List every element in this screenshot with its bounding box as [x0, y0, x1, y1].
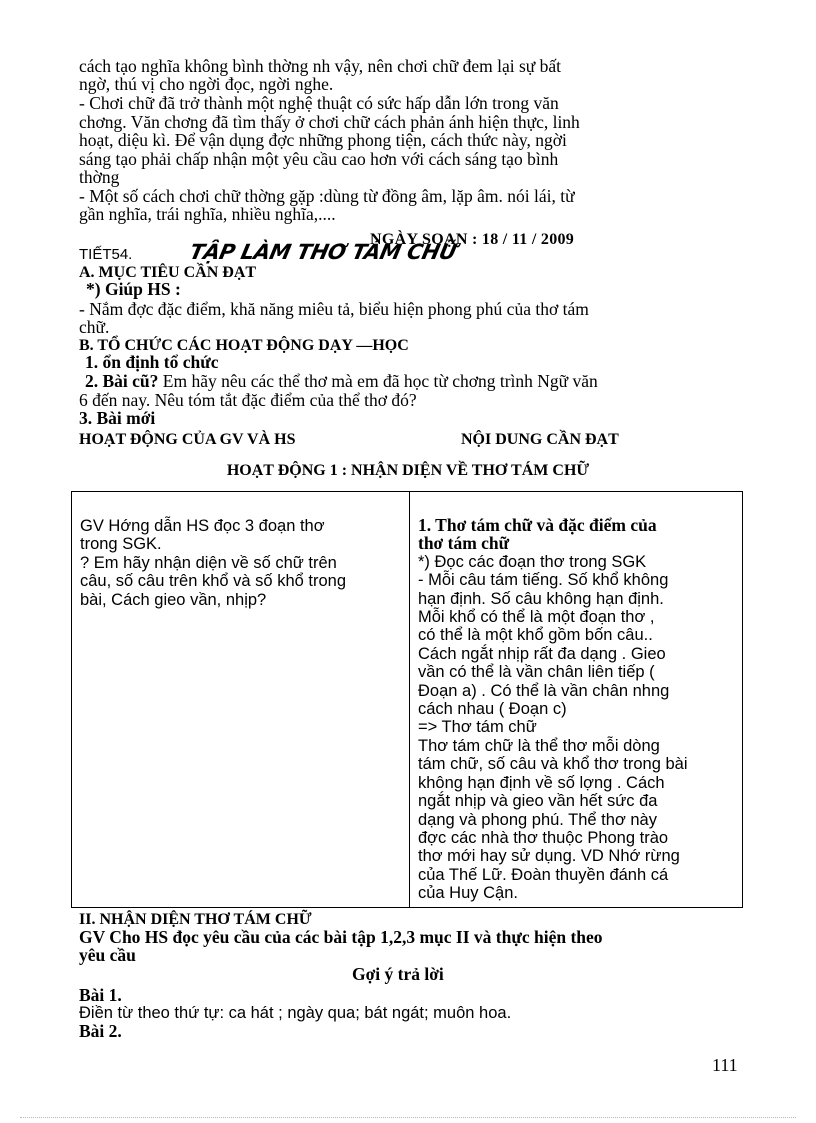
step-2-question: 6 đến nay. Nêu tóm tắt đặc điểm của thể thơ đó?: [79, 390, 417, 410]
lesson-number: TIẾT54.: [79, 246, 133, 263]
section-a-heading: A. MỤC TIÊU CẦN ĐẠT: [79, 264, 257, 281]
table-right-line: của Huy Cận.: [418, 884, 518, 903]
page-number: 111: [712, 1055, 738, 1075]
section-b-heading: B. TỔ CHỨC CÁC HOẠT ĐỘNG DẠY —HỌC: [79, 337, 409, 354]
table-right-line: không hạn định về số lợng . Cách: [418, 773, 665, 792]
table-right-cell: [418, 516, 688, 903]
page-bottom-border: [20, 1117, 796, 1118]
intro-line: gần nghĩa, trái nghĩa, nhiều nghĩa,....: [79, 204, 336, 224]
table-right-line: của Thế Lữ. Đoàn thuyền đánh cá: [418, 865, 669, 884]
table-right-title: 1. Thơ tám chữ và đặc điểm của: [418, 515, 657, 535]
step-2-question: Em hãy nêu các thể thơ mà em đã học từ chơng trình Ngữ văn: [158, 371, 598, 391]
table-right-line: dạng và phong phú. Thể thơ này: [418, 810, 657, 829]
exercise-instruction: yêu cầu: [79, 945, 136, 965]
intro-line: - Một số cách chơi chữ thờng gặp :dùng từ đồng âm, lặp âm. nói lái, từ: [79, 186, 575, 206]
table-right-line: vần có thể là vần chân liên tiếp (: [418, 663, 655, 682]
table-right-line: Đoạn a) . Có thể là vần chân nhng: [418, 681, 670, 700]
intro-line: sáng tạo phải chấp nhận một yêu cầu cao hơn với cách sáng tạo bình: [79, 149, 559, 169]
intro-line: chơng. Văn chơng đã tìm thấy ở chơi chữ cách phản ánh hiện thực, linh: [79, 112, 580, 132]
exercise-2-label: Bài 2.: [79, 1021, 122, 1041]
lesson-title: TẬP LÀM THƠ TÁM CHỮ: [187, 240, 459, 264]
intro-line: ngờ, thú vị cho ngời đọc, ngời nghe.: [79, 74, 334, 94]
table-right-line: cách nhau ( Đoạn c): [418, 700, 567, 719]
step-1: 1. ổn định tổ chức: [85, 352, 219, 372]
table-right-line: => Thơ tám chữ: [418, 718, 537, 737]
exercise-1-answer: Điền từ theo thứ tự: ca hát ; ngày qua; bát ngát; muôn hoa.: [79, 1004, 512, 1022]
step-3: 3. Bài mới: [79, 408, 156, 428]
intro-line: hoạt, diệu kì. Để vận dụng đợc những phong tiện, cách thức này, ngời: [79, 130, 567, 150]
table-right-line: ngắt nhịp và gieo vần hết sức đa: [418, 792, 658, 811]
goal-line: - Nắm đợc đặc điểm, khă năng miêu tả, biểu hiện phong phú của thơ tám: [79, 299, 589, 319]
column-left-heading: HOẠT ĐỘNG CỦA GV VÀ HS: [79, 431, 296, 448]
exercise-1-label: Bài 1.: [79, 985, 122, 1005]
activity-heading: HOẠT ĐỘNG 1 : NHẬN DIỆN VỀ THƠ TÁM CHỮ: [226, 462, 590, 479]
goal-line: chữ.: [79, 317, 110, 337]
table-left-line: câu, số câu trên khổ và số khổ trong: [80, 572, 346, 591]
hint-title: Gợi ý trả lời: [352, 964, 444, 984]
table-divider: [409, 491, 410, 908]
preparation-date: NGÀY SOẠN : 18 / 11 / 2009: [370, 231, 575, 248]
intro-line: - Chơi chữ đã trở thành một nghệ thuật có sức hấp dẫn lớn trong văn: [79, 93, 559, 113]
intro-line: cách tạo nghĩa không bình thờng nh vậy, nên chơi chữ đem lại sự bất: [79, 56, 561, 76]
column-right-heading: NỘI DUNG CẦN ĐẠT: [461, 431, 619, 448]
help-label: *) Giúp HS :: [86, 279, 181, 299]
table-left-line: trong SGK.: [80, 535, 162, 554]
section-ii-heading: II. NHẬN DIỆN THƠ TÁM CHỮ: [79, 911, 312, 928]
step-2: [85, 372, 598, 390]
exercise-instruction: GV Cho HS đọc yêu cầu của các bài tập 1,2,3 mục II và thực hiện theo: [79, 927, 603, 947]
table-right-title: thơ tám chữ: [418, 533, 510, 554]
table-right-line: đợc các nhà thơ thuộc Phong trào: [418, 828, 669, 847]
table-right-line: *) Đọc các đoạn thơ trong SGK: [418, 552, 647, 571]
table-right-line: hạn định. Số câu không hạn định.: [418, 589, 664, 608]
step-2-label: 2. Bài cũ?: [85, 371, 159, 391]
table-right-line: tám chữ, số câu và khổ thơ trong bài: [418, 755, 688, 774]
table-right-line: có thể là một khổ gồm bốn câu..: [418, 626, 653, 645]
table-right-line: thơ mới hay sử dụng. VD Nhớ rừng: [418, 847, 680, 866]
table-right-line: Thơ tám chữ là thể thơ mỗi dòng: [418, 736, 660, 755]
table-left-line: ? Em hãy nhận diện về số chữ trên: [80, 553, 337, 572]
table-right-line: Cách ngắt nhịp rất đa dạng . Gieo: [418, 644, 666, 663]
table-right-line: Mỗi khổ có thể là một đoạn thơ ,: [418, 608, 655, 627]
table-left-line: bài, Cách gieo vần, nhịp?: [80, 590, 267, 609]
table-left-line: GV Hớng dẫn HS đọc 3 đoạn thơ: [80, 517, 325, 535]
table-left-cell: [80, 517, 346, 609]
table-right-line: - Mỗi câu tám tiếng. Số khổ không: [418, 571, 669, 590]
intro-line: thờng: [79, 167, 120, 187]
